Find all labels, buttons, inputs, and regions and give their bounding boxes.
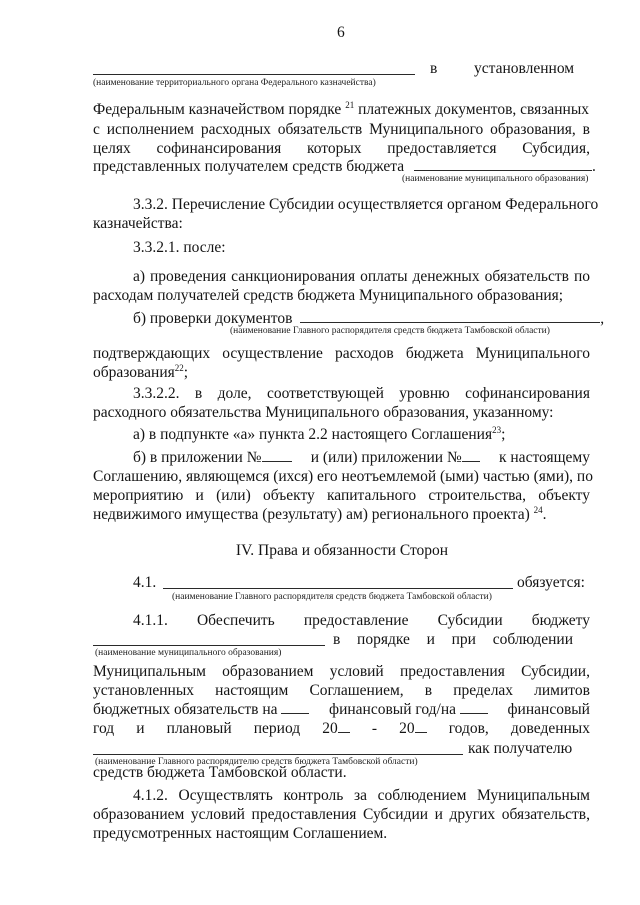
footnote-ref: 21 [345, 100, 355, 110]
blank-line-main-distributor [163, 588, 513, 589]
text: в [194, 385, 203, 402]
text: бюджета [405, 345, 464, 362]
text: б) проверки документов [133, 310, 293, 327]
text: доле, [217, 385, 252, 402]
text: бюджетных обязательств на [93, 701, 278, 718]
blank-line-main-distributor [300, 310, 600, 323]
paragraph-line [93, 720, 590, 738]
paragraph-line: 3.3.2.1. после: [133, 239, 226, 256]
caption-main-distributor: (наименование Главного распорядителю средств бюджета Тамбовской области) [95, 757, 418, 767]
paragraph-line [133, 385, 590, 403]
text: представленных получателем средств бюджета [93, 158, 405, 175]
text: порядке [357, 631, 410, 648]
blank-line-territorial-organ [93, 74, 415, 75]
paragraph-line: Соглашению, являющемся (ихся) его неотъемлемой (ыми) частью (ями), по [93, 468, 593, 485]
text: целях [93, 140, 131, 157]
text: условий [329, 663, 384, 680]
text: и (или) приложении № [310, 449, 462, 466]
text: соблюдении [492, 631, 573, 648]
paragraph-line: с исполнением расходных обязательств Муниципального образования, в [93, 121, 590, 138]
text: Муниципальным [93, 663, 206, 680]
paragraph-line: предусмотренных настоящим Соглашением. [93, 825, 388, 842]
blank-line-municipality [414, 158, 592, 171]
text: Обеспечить [196, 612, 275, 629]
text: установленных [93, 682, 194, 699]
caption-main-distributor: (наименование Главного распорядителя средств бюджета Тамбовской области) [172, 592, 492, 602]
text: Муниципального [475, 345, 590, 362]
paragraph-line: казначейства: [93, 215, 183, 232]
text: , [600, 310, 605, 327]
footnote-ref: 22 [174, 363, 184, 373]
text: в [333, 631, 341, 648]
text: 3.3.2.2. [133, 385, 180, 402]
text: 20 [322, 720, 338, 737]
blank-year [338, 720, 350, 733]
text-v: в [430, 60, 438, 77]
text: бюджету [531, 612, 590, 629]
text: годов, [448, 720, 489, 737]
paragraph-line: образованием условий предоставления Субсидии и других обязательств, [93, 806, 590, 823]
text: софинансирования [465, 385, 590, 402]
paragraph-line: средств бюджета Тамбовской области. [93, 764, 347, 781]
text: пределах [453, 682, 514, 699]
text: обязуется: [517, 574, 585, 591]
text: осуществление [222, 345, 323, 362]
blank-year [415, 720, 427, 733]
paragraph-line [93, 101, 590, 119]
text: 20 [399, 720, 415, 737]
text: финансовый год/на [329, 701, 457, 718]
paragraph-line [93, 140, 590, 158]
paragraph-line: а) проведения санкционирования оплаты денежных обязательств по [133, 268, 590, 285]
text: платежных документов, связанных [358, 101, 590, 118]
paragraph-line [93, 345, 590, 363]
text: доведенных [510, 720, 590, 737]
paragraph-line [93, 701, 590, 719]
text: ; [183, 364, 189, 381]
text: Субсидии, [521, 663, 590, 680]
blank-appendix-number [262, 449, 292, 462]
text: Субсидии [437, 612, 503, 629]
text: при [451, 631, 476, 648]
text: . [542, 506, 547, 523]
text: Федеральным казначейством порядке [93, 101, 342, 118]
paragraph-line: расходам получателей средств бюджета Муниципального образования; [93, 287, 564, 304]
text: предоставляется [387, 140, 497, 157]
text: как получателю [468, 740, 573, 757]
text: предоставления [399, 663, 505, 680]
text: расходов [335, 345, 394, 362]
footnote-ref: 24 [533, 505, 543, 515]
text: и [136, 720, 145, 737]
footnote-ref: 23 [492, 425, 502, 435]
text: финансовый [507, 701, 590, 718]
blank-appendix-number [462, 449, 480, 462]
paragraph-line [93, 682, 590, 700]
text: образования [93, 364, 175, 381]
text: соответствующей [266, 385, 384, 402]
blank-line-municipality [93, 645, 325, 646]
paragraph-line: расходного обязательства Муниципального образования, указанному: [93, 404, 554, 421]
text: а) в подпункте «а» пункта 2.2 настоящего Соглашения [133, 426, 493, 443]
text: софинансирования [156, 140, 282, 157]
text: уровню [399, 385, 450, 402]
caption-municipality: (наименование муниципального образования) [402, 174, 589, 184]
text-ustanovlennom: установленном [474, 60, 575, 77]
text: год [93, 720, 115, 737]
blank-year [281, 701, 309, 714]
text: 4.1.1. [133, 612, 168, 629]
text: недвижимого имущества (результату) ам) регионального проекта) [93, 506, 530, 523]
blank-line-main-distributor [93, 754, 463, 755]
text: ; [501, 426, 506, 443]
text: и [426, 631, 435, 648]
text: лимитов [534, 682, 590, 699]
text: плановый [166, 720, 232, 737]
text: образованием [222, 663, 314, 680]
caption-municipality: (наименование муниципального образования) [95, 648, 282, 658]
text: подтверждающих [93, 345, 211, 362]
caption-territorial-organ: (наименование территориального органа Федерального казначейства) [93, 78, 376, 88]
paragraph-line [133, 449, 590, 467]
text: предоставление [303, 612, 409, 629]
text: в [424, 682, 433, 699]
paragraph-line [133, 426, 505, 444]
paragraph-line: 4.1.2. Осуществлять контроль за соблюдением Муниципальным [133, 787, 590, 804]
blank-year [460, 701, 488, 714]
text: период [253, 720, 301, 737]
paragraph-line [93, 364, 188, 382]
text: - [371, 720, 378, 737]
text: 4.1. [133, 574, 157, 591]
text: б) в приложении № [133, 449, 262, 466]
page-number: 6 [337, 24, 345, 41]
paragraph-line: 3.3.2. Перечисление Субсидии осуществляется органом Федерального [133, 196, 599, 213]
paragraph-line [333, 631, 573, 649]
text: Субсидия, [522, 140, 590, 157]
text: Соглашением, [309, 682, 404, 699]
paragraph-line [93, 663, 590, 681]
text: настоящим [215, 682, 289, 699]
paragraph-line [133, 612, 590, 630]
text: к настоящему [498, 449, 590, 466]
text: . [591, 158, 596, 175]
section-title: IV. Права и обязанности Сторон [235, 542, 449, 559]
paragraph-line: мероприятию и (или) объекту капитального строительства, объекту [93, 487, 590, 504]
paragraph-line [93, 506, 547, 524]
caption-main-distributor: (наименование Главного распорядителя средств бюджета Тамбовской области) [230, 326, 550, 336]
text: которых [307, 140, 362, 157]
